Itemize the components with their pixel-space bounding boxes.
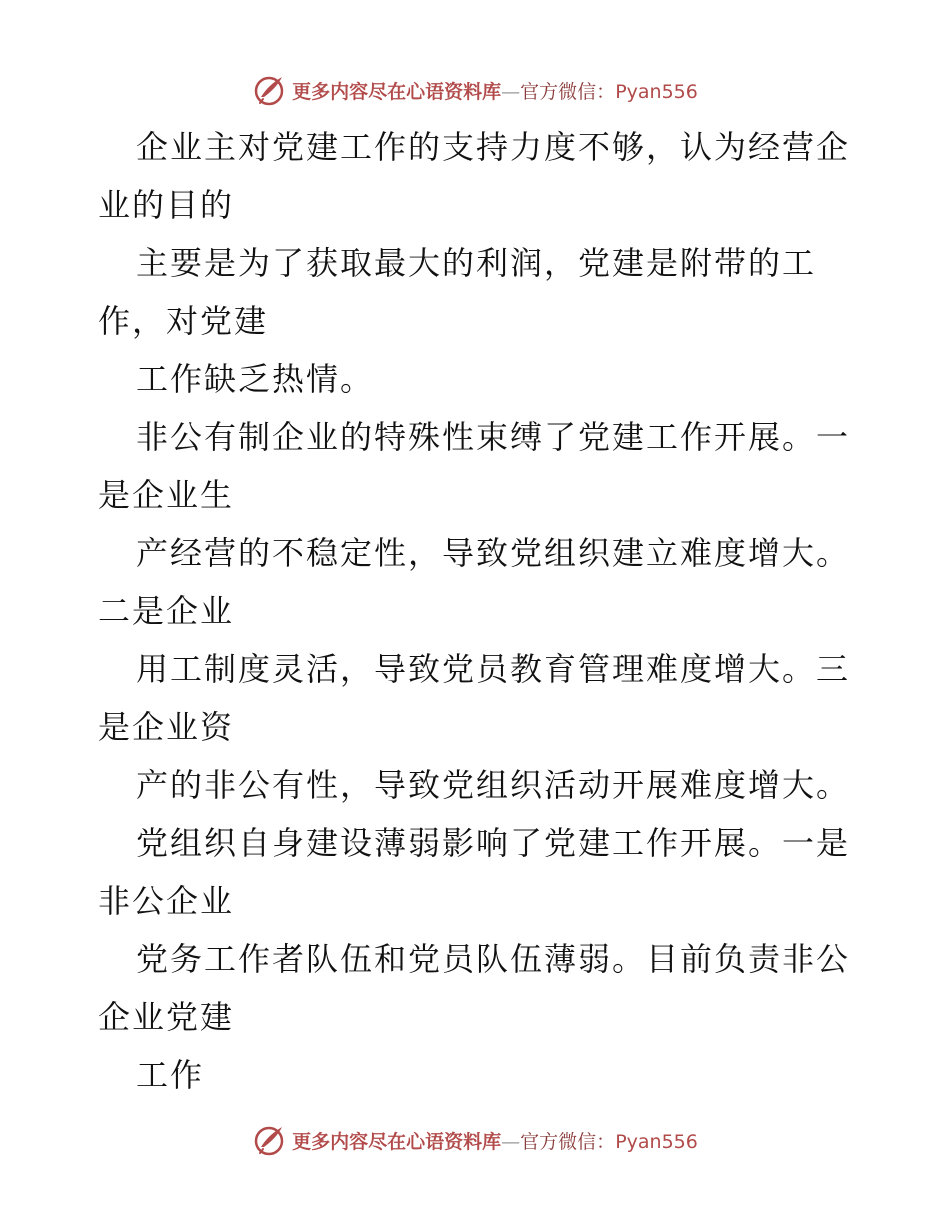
header-banner xyxy=(0,70,950,110)
footer-banner xyxy=(0,1120,950,1160)
body-line: 企业党建 xyxy=(98,998,235,1036)
body-line: 党务工作者队伍和党员队伍薄弱。目前负责非公 xyxy=(136,940,851,978)
banner-sub-text: 官方微信： xyxy=(520,1130,616,1153)
banner-dash: — xyxy=(501,80,521,103)
banner-main-text: 更多内容尽在心语资料库 xyxy=(292,1130,502,1153)
banner-sub-text: 官方微信： xyxy=(520,80,616,103)
document-body xyxy=(98,118,858,1104)
body-line: 是企业生 xyxy=(98,476,235,514)
body-line: 业的目的 xyxy=(98,186,235,224)
body-line: 作，对党建 xyxy=(98,302,269,340)
body-line: 用工制度灵活，导致党员教育管理难度增大。三 xyxy=(136,650,851,688)
banner-main-text: 更多内容尽在心语资料库 xyxy=(292,80,502,103)
body-line: 非公企业 xyxy=(98,882,235,920)
body-line: 非公有制企业的特殊性束缚了党建工作开展。一 xyxy=(136,418,851,456)
body-line: 主要是为了获取最大的利润，党建是附带的工 xyxy=(136,244,817,282)
body-line: 工作 xyxy=(136,1056,205,1094)
banner-handle: Pyan556 xyxy=(615,80,698,103)
banner-handle: Pyan556 xyxy=(615,1130,698,1153)
body-line: 党组织自身建设薄弱影响了党建工作开展。一是 xyxy=(136,824,851,862)
body-line: 产的非公有性，导致党组织活动开展难度增大。 xyxy=(136,766,851,804)
banner-dash: — xyxy=(501,1130,521,1153)
body-line: 是企业资 xyxy=(98,708,235,746)
body-line: 企业主对党建工作的支持力度不够，认为经营企 xyxy=(136,128,851,166)
quill-pen-logo-icon xyxy=(252,1123,286,1157)
body-line: 工作缺乏热情。 xyxy=(136,360,375,398)
banner-text xyxy=(292,77,698,104)
banner-text xyxy=(292,1127,698,1154)
quill-pen-logo-icon xyxy=(252,73,286,107)
body-line: 产经营的不稳定性，导致党组织建立难度增大。 xyxy=(136,534,851,572)
body-line: 二是企业 xyxy=(98,592,235,630)
